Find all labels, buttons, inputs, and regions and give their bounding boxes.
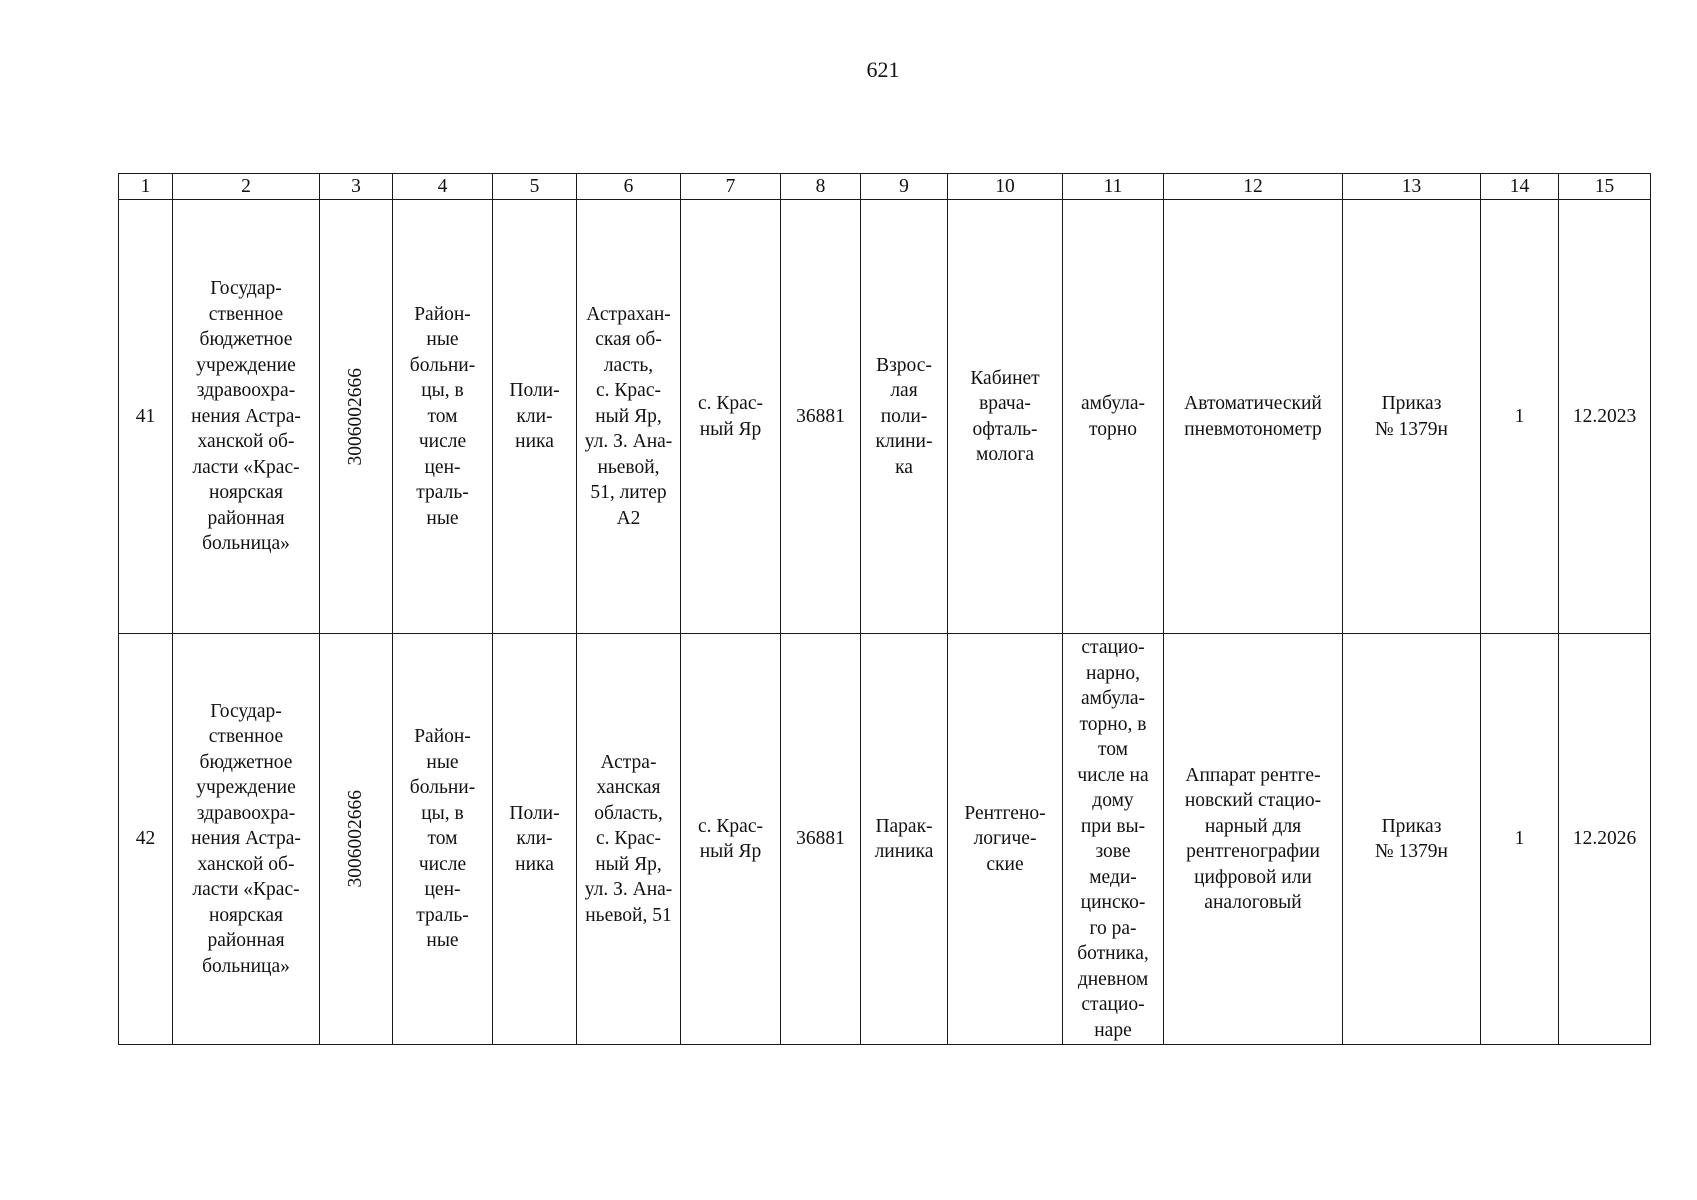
address: Астра- ханская область, с. Крас- ный Яр, ул. З. Ана- ньевой, 51 bbox=[584, 751, 673, 926]
column-number: 5 bbox=[493, 174, 577, 200]
cabinet-cell bbox=[948, 634, 1063, 1045]
organization-name: Государ- ственное бюджетное учреждение здравоохра- нения Астра- ханской об- ласти «Крас- ноярская районная больница» bbox=[191, 278, 301, 555]
code-cell bbox=[781, 634, 861, 1045]
care-mode-cell bbox=[1063, 634, 1164, 1045]
inn-cell bbox=[320, 634, 393, 1045]
department: Парак- линика bbox=[874, 815, 934, 862]
date: 12.2023 bbox=[1572, 405, 1637, 427]
quantity: 1 bbox=[1514, 828, 1525, 850]
locality: с. Крас- ный Яр bbox=[698, 815, 763, 862]
column-number: 4 bbox=[393, 174, 493, 200]
cabinet: Рентгено- логиче- ские bbox=[964, 802, 1046, 875]
column-number: 10 bbox=[948, 174, 1063, 200]
cabinet: Кабинет врача- офталь- молога bbox=[970, 367, 1040, 465]
cabinet-cell bbox=[948, 200, 1063, 634]
department-cell bbox=[861, 200, 948, 634]
locality-cell bbox=[681, 200, 781, 634]
equipment-cell bbox=[1164, 200, 1343, 634]
column-number-row bbox=[119, 174, 1651, 200]
column-number: 6 bbox=[577, 174, 681, 200]
org-type: Район- ные больни- цы, в том числе цен- траль- ные bbox=[409, 303, 476, 529]
address-cell bbox=[577, 634, 681, 1045]
care-mode: амбула- торно bbox=[1081, 393, 1145, 440]
column-number: 15 bbox=[1559, 174, 1651, 200]
equipment-cell bbox=[1164, 634, 1343, 1045]
column-number: 2 bbox=[173, 174, 320, 200]
organization-name: Государ- ственное бюджетное учреждение здравоохра- нения Астра- ханской об- ласти «Крас- ноярская районная больница» bbox=[191, 700, 301, 977]
equipment-name: Аппарат рентге- новский стацио- нарный для рентгенографии цифровой или аналоговый bbox=[1184, 764, 1322, 913]
row-number-cell bbox=[119, 634, 173, 1045]
column-number: 7 bbox=[681, 174, 781, 200]
department-cell bbox=[861, 634, 948, 1045]
column-number: 11 bbox=[1063, 174, 1164, 200]
order: Приказ № 1379н bbox=[1375, 393, 1448, 440]
organization-cell bbox=[173, 200, 320, 634]
care-mode: стацио- нарно, амбула- торно, в том числе на дому при вы- зове меди- цинско- го ра- ботника, дневном стацио- наре bbox=[1077, 637, 1149, 1041]
row-number: 42 bbox=[135, 828, 156, 850]
column-number: 9 bbox=[861, 174, 948, 200]
column-number: 1 bbox=[119, 174, 173, 200]
org-type-cell bbox=[393, 634, 493, 1045]
unit-cell bbox=[493, 634, 577, 1045]
column-number: 12 bbox=[1164, 174, 1343, 200]
date-cell bbox=[1559, 200, 1651, 634]
page-number: 621 bbox=[866, 57, 900, 82]
column-number: 14 bbox=[1481, 174, 1559, 200]
column-number: 3 bbox=[320, 174, 393, 200]
column-number: 8 bbox=[781, 174, 861, 200]
inn-value: 3006002666 bbox=[345, 790, 367, 888]
code: 36881 bbox=[796, 405, 845, 427]
column-number: 13 bbox=[1343, 174, 1481, 200]
unit-cell bbox=[493, 200, 577, 634]
address: Астрахан- ская об- ласть, с. Крас- ный Яр, ул. З. Ана- ньевой, 51, литер А2 bbox=[584, 303, 673, 529]
department: Взрос- лая поли- клини- ка bbox=[875, 354, 933, 478]
care-mode-cell bbox=[1063, 200, 1164, 634]
locality: с. Крас- ный Яр bbox=[698, 393, 763, 440]
inn-value: 3006002666 bbox=[345, 367, 367, 466]
quantity-cell bbox=[1481, 634, 1559, 1045]
table-row bbox=[119, 634, 1651, 1045]
quantity-cell bbox=[1481, 200, 1559, 634]
equipment-name: Автоматический пневмотонометр bbox=[1184, 393, 1322, 440]
code: 36881 bbox=[796, 828, 845, 850]
order-cell bbox=[1343, 200, 1481, 634]
table-row bbox=[119, 200, 1651, 634]
equipment-register-table bbox=[118, 173, 1651, 1045]
date: 12.2026 bbox=[1572, 828, 1637, 850]
inn-cell bbox=[320, 200, 393, 634]
unit-name: Поли- кли- ника bbox=[509, 380, 560, 453]
locality-cell bbox=[681, 634, 781, 1045]
address-cell bbox=[577, 200, 681, 634]
code-cell bbox=[781, 200, 861, 634]
organization-cell bbox=[173, 634, 320, 1045]
org-type-cell bbox=[393, 200, 493, 634]
order-cell bbox=[1343, 634, 1481, 1045]
unit-name: Поли- кли- ника bbox=[509, 802, 560, 875]
row-number-cell bbox=[119, 200, 173, 634]
order: Приказ № 1379н bbox=[1375, 815, 1448, 862]
row-number: 41 bbox=[135, 405, 156, 427]
org-type: Район- ные больни- цы, в том числе цен- траль- ные bbox=[409, 726, 476, 952]
quantity: 1 bbox=[1514, 405, 1525, 427]
date-cell bbox=[1559, 634, 1651, 1045]
